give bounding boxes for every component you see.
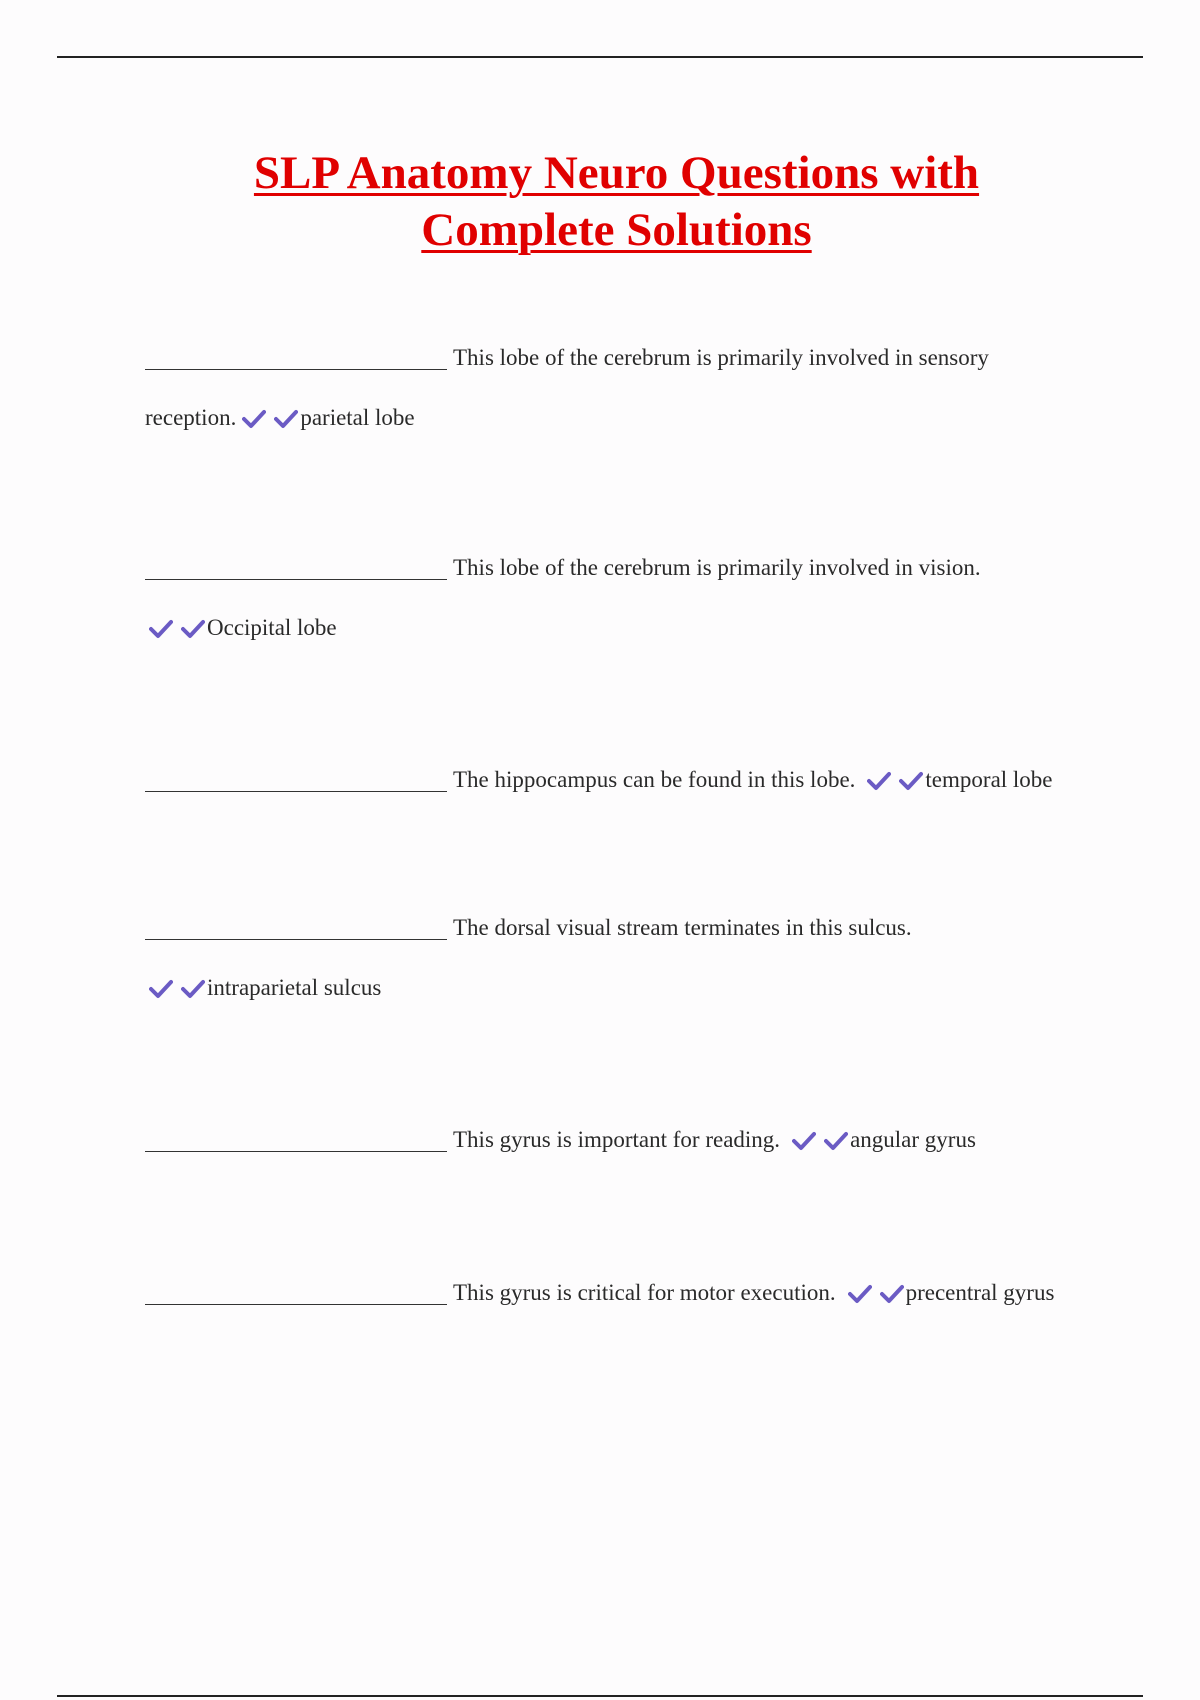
qa-item [145,898,1105,1018]
answer-blank [145,345,447,370]
check-icon [181,979,205,999]
answer-text: precentral gyrus [905,1280,1055,1305]
check-icon [149,619,173,639]
top-rule [57,56,1143,58]
page-title [0,145,1200,259]
check-icon [899,771,923,791]
answer-blank [145,1127,447,1152]
answer-text: temporal lobe [925,767,1053,792]
qa-item [145,538,1105,658]
check-icon [867,771,891,791]
question-text: The hippocampus can be found in this lobe. [453,767,856,792]
answer-text: parietal lobe [300,405,415,430]
bottom-rule [57,1695,1143,1697]
question-text: This gyrus is important for reading. [453,1127,781,1152]
answer-text: Occipital lobe [207,615,337,640]
check-icon [880,1284,904,1304]
check-icon [242,409,266,429]
question-text: This lobe of the cerebrum is primarily involved in vision. [453,555,981,580]
check-icon [149,979,173,999]
answer-blank [145,767,447,792]
check-icon [181,619,205,639]
check-icon [824,1131,848,1151]
question-text: This lobe of the cerebrum is primarily involved in sensory [453,345,989,370]
answer-blank [145,555,447,580]
check-icon [792,1131,816,1151]
answer-text: angular gyrus [850,1127,976,1152]
question-text: The dorsal visual stream terminates in this sulcus. [453,915,912,940]
question-text-cont: reception. [145,405,237,430]
title-line-1: SLP Anatomy Neuro Questions with [253,147,980,199]
qa-item [145,750,1105,810]
title-line-2: Complete Solutions [421,204,812,256]
check-icon [848,1284,872,1304]
answer-text: intraparietal sulcus [207,975,382,1000]
qa-item [145,1110,1105,1170]
answer-blank [145,915,447,940]
qa-item [145,1263,1105,1323]
question-text: This gyrus is critical for motor execution. [453,1280,836,1305]
answer-blank [145,1280,447,1305]
qa-item [145,328,1105,448]
check-icon [274,409,298,429]
